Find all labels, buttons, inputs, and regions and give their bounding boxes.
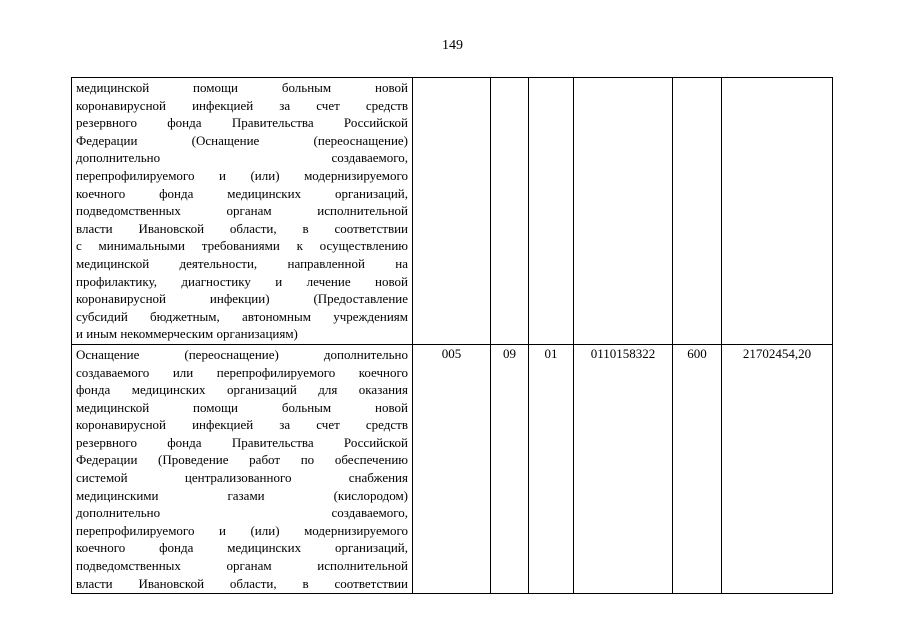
section-code-cell: 09	[491, 344, 529, 593]
target-article-cell: 0110158322	[574, 344, 673, 593]
description-line: и иным некоммерческим организациям)	[76, 326, 298, 342]
description-line: подведомственных органам исполнительной	[76, 203, 408, 219]
description-line: власти Ивановской области, в соответствии	[76, 575, 408, 591]
amount-cell: 21702454,20	[722, 344, 833, 593]
description-line: профилактику, диагностику и лечение новой	[76, 273, 408, 289]
description-line: подведомственных органам исполнительной	[76, 558, 408, 574]
description-line: дополнительно создаваемого,	[76, 505, 408, 521]
section-code-cell	[491, 78, 529, 345]
description-line: дополнительно создаваемого,	[76, 150, 408, 166]
description-line: резервного фонда Правительства Российской	[76, 434, 408, 450]
description-line: перепрофилируемого и (или) модернизируемого	[76, 167, 408, 183]
description-line: коронавирусной инфекции) (Предоставление	[76, 291, 408, 307]
expense-type-cell: 600	[673, 344, 722, 593]
subsection-code-cell	[529, 78, 574, 345]
row-description	[72, 78, 413, 345]
budget-table	[71, 77, 833, 594]
description-line: Федерации (Оснащение (переоснащение)	[76, 132, 408, 148]
ministry-code-cell	[413, 78, 491, 345]
description-line: субсидий бюджетным, автономным учреждениям	[76, 308, 408, 324]
description-line: коечного фонда медицинских организаций,	[76, 540, 408, 556]
description-line: создаваемого или перепрофилируемого коечного	[76, 364, 408, 380]
description-line: медицинской помощи больным новой	[76, 80, 408, 95]
description-line: Федерации (Проведение работ по обеспечению	[76, 452, 408, 468]
description-line: резервного фонда Правительства Российской	[76, 115, 408, 131]
description-line: коечного фонда медицинских организаций,	[76, 185, 408, 201]
description-line: перепрофилируемого и (или) модернизируемого	[76, 522, 408, 538]
description-line: коронавирусной инфекцией за счет средств	[76, 97, 408, 113]
amount-cell	[722, 78, 833, 345]
description-line: Оснащение (переоснащение) дополнительно	[76, 346, 408, 362]
ministry-code-cell: 005	[413, 344, 491, 593]
subsection-code-cell: 01	[529, 344, 574, 593]
page-number: 149	[442, 38, 463, 53]
expense-type-cell	[673, 78, 722, 345]
description-line: медицинской деятельности, направленной на	[76, 255, 408, 271]
description-line: медицинскими газами (кислородом)	[76, 487, 408, 503]
description-line: с минимальными требованиями к осуществлению	[76, 238, 408, 254]
description-line: медицинской помощи больным новой	[76, 399, 408, 415]
description-line: системой централизованного снабжения	[76, 470, 408, 486]
description-line: власти Ивановской области, в соответствии	[76, 220, 408, 236]
description-line: коронавирусной инфекцией за счет средств	[76, 417, 408, 433]
table-row	[72, 78, 833, 345]
row-description	[72, 344, 413, 593]
table-row	[72, 344, 833, 593]
description-line: фонда медицинских организаций для оказания	[76, 382, 408, 398]
target-article-cell	[574, 78, 673, 345]
